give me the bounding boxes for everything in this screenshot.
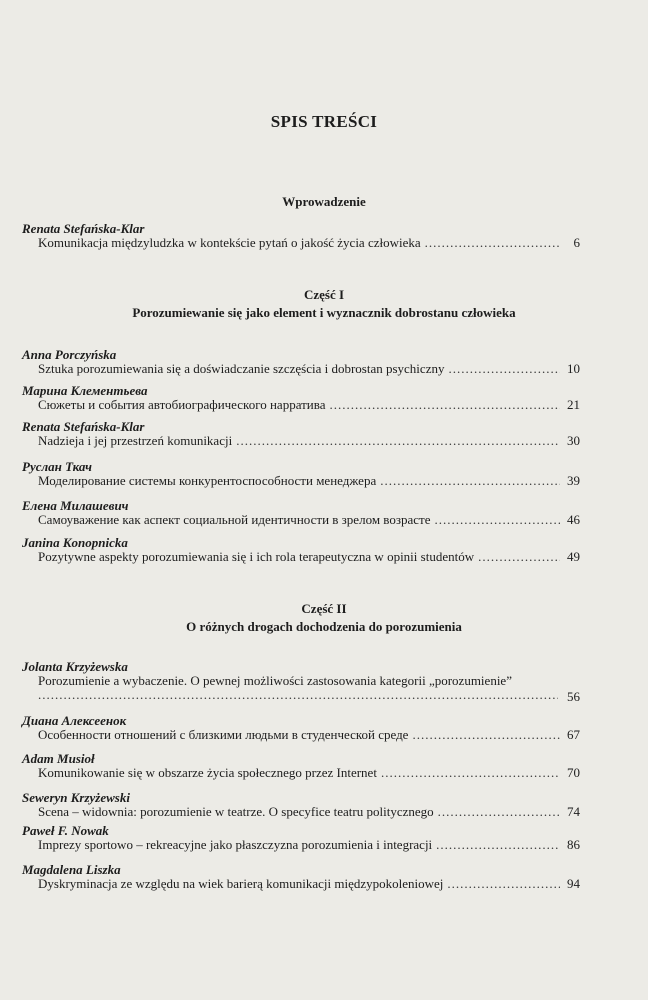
entry-title: Sztuka porozumiewania się a doświadczanie szczęścia i dobrostan psychiczny [38, 361, 445, 376]
leader-dots [236, 433, 560, 449]
entry-title: Самоуважение как аспект социальной идентичности в зрелом возрасте [38, 512, 431, 527]
page-number: 10 [567, 361, 580, 376]
entry-author: Руслан Ткач [22, 459, 93, 474]
leader-dots [434, 512, 560, 528]
intro-heading: Wprowadzenie [282, 194, 366, 209]
entry-author: Paweł F. Nowak [22, 823, 109, 838]
entry-title: Scena – widownia: porozumienie w teatrze. O specyfice teatru politycznego [38, 804, 434, 819]
entry-title: Imprezy sportowo – rekreacyjne jako płaszczyzna porozumienia i integracji [38, 837, 433, 852]
page-number: 86 [567, 837, 580, 852]
page-number: 74 [567, 804, 580, 819]
leader-dots [478, 549, 560, 565]
page-number: 94 [567, 876, 580, 891]
intro-author: Renata Stefańska-Klar [22, 221, 145, 236]
entry-title: Сюжеты и события автобиографического нарратива [38, 397, 326, 412]
page-number: 46 [567, 512, 580, 527]
intro-entry[interactable] [38, 235, 580, 251]
entry-title: Моделирование системы конкурентоспособности менеджера [38, 473, 377, 488]
page-number: 56 [567, 689, 580, 704]
entry-title: Komunikowanie się w obszarze życia społecznego przez Internet [38, 765, 377, 780]
entry-author: Марина Клементьева [22, 383, 148, 398]
entry-author: Janina Konopnicka [22, 535, 128, 550]
entry-title: Особенности отношений с близкими людьми в студенческой среде [38, 727, 409, 742]
entry-title: Pozytywne aspekty porozumiewania się i ich rola terapeutyczna w opinii studentów [38, 549, 475, 564]
leader-dots [38, 687, 558, 703]
leader-dots [330, 397, 561, 413]
part1-label: Część I [303, 287, 345, 302]
toc-entry[interactable] [38, 473, 580, 489]
entry-title: Komunikacja międzyludzka w kontekście pytań o jakość życia człowieka [38, 235, 421, 250]
toc-entry[interactable] [38, 397, 580, 413]
leader-dots [381, 765, 560, 781]
toc-entry[interactable] [38, 727, 580, 743]
leader-dots [448, 361, 560, 377]
entry-author: Jolanta Krzyżewska [22, 659, 128, 674]
part1-subtitle: Porozumiewanie się jako element i wyznacznik dobrostanu człowieka [132, 305, 516, 320]
toc-entry[interactable] [38, 876, 580, 892]
page-number: 30 [567, 433, 580, 448]
page-number: 49 [567, 549, 580, 564]
entry-title: Dyskryminacja ze względu na wiek barierą komunikacji międzypokoleniowej [38, 876, 444, 891]
page-title: SPIS TREŚCI [270, 112, 378, 131]
toc-entry[interactable] [38, 549, 580, 565]
toc-entry[interactable] [38, 361, 580, 377]
toc-entry[interactable] [38, 765, 580, 781]
toc-entry[interactable] [38, 433, 580, 449]
leader-dots [447, 876, 560, 892]
entry-author: Magdalena Liszka [22, 862, 121, 877]
page-number: 39 [567, 473, 580, 488]
entry-title[interactable]: Porozumienie a wybaczenie. O pewnej możliwości zastosowania kategorii „porozumienie” [38, 673, 512, 688]
leader-dots [436, 837, 560, 853]
toc-entry[interactable] [38, 512, 580, 528]
entry-author: Anna Porczyńska [22, 347, 117, 362]
leader-dots [438, 804, 560, 820]
toc-entry[interactable] [38, 804, 580, 820]
entry-author: Диана Алексеенок [22, 713, 127, 728]
entry-author: Renata Stefańska-Klar [22, 419, 145, 434]
part2-subtitle: O różnych drogach dochodzenia do porozumienia [186, 619, 462, 634]
leader-dots [380, 473, 560, 489]
entry-title: Nadzieja i jej przestrzeń komunikacji [38, 433, 233, 448]
leader-dots [425, 235, 560, 251]
toc-entry[interactable] [38, 837, 580, 853]
page-number: 67 [567, 727, 580, 742]
part2-label: Część II [301, 601, 347, 616]
page-number: 6 [573, 235, 580, 250]
entry-author: Елена Милашевич [22, 498, 129, 513]
leader-dots [412, 727, 560, 743]
entry-author: Adam Musioł [22, 751, 95, 766]
page-number: 21 [567, 397, 580, 412]
page-number: 70 [567, 765, 580, 780]
entry-author: Seweryn Krzyżewski [22, 790, 130, 805]
